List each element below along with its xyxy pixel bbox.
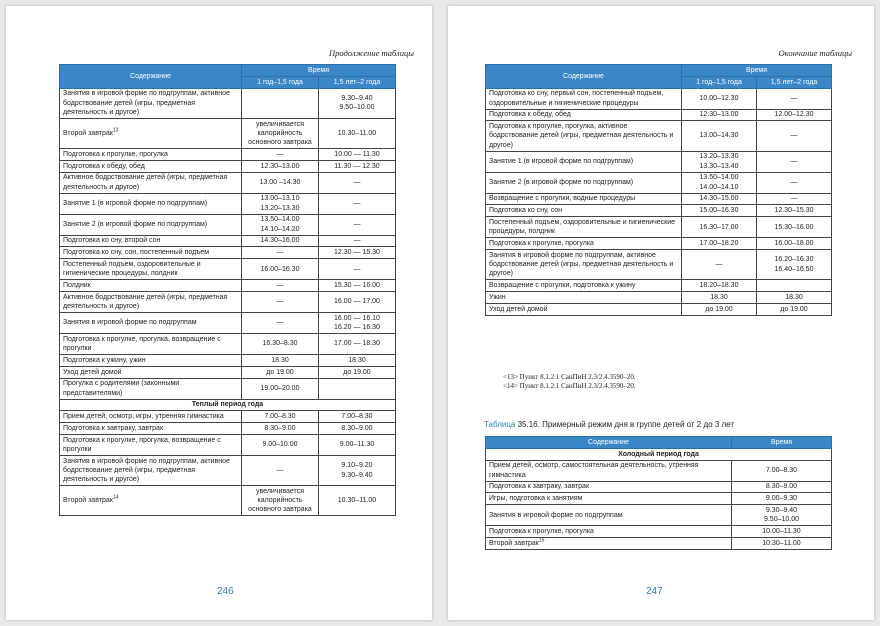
row-label-text: Уход детей домой <box>489 305 548 313</box>
table-row <box>60 411 396 423</box>
row-label <box>60 333 242 354</box>
time-age-1: 16.30–17.00 <box>682 217 757 238</box>
row-label-text: Подготовка к обеду, обед <box>63 162 145 170</box>
row-label <box>486 172 682 193</box>
table-row <box>60 118 396 148</box>
row-label-text: Прогулка с родителями (законными представителями) <box>63 380 180 397</box>
table-row <box>60 172 396 193</box>
time-age-1: 13.00–13.10 13.20–13.30 <box>242 193 319 214</box>
row-label <box>60 280 242 292</box>
table-row <box>486 280 832 292</box>
time-age-2: 10.30–11.00 <box>319 118 396 148</box>
row-label <box>60 486 242 516</box>
table-row <box>486 460 832 481</box>
time-age-2: 15.30 — 16.00 <box>319 280 396 292</box>
table-row <box>60 291 396 312</box>
row-label <box>486 121 682 151</box>
time-value: 8.30–9.00 <box>732 481 832 493</box>
footnote-14: <14> Пункт 8.1.2.1 СанПиН 2.3/2.4.3590–20. <box>503 382 636 390</box>
right-page <box>448 6 874 620</box>
row-label-text: Активное бодрствование детей (игры, предметная деятельность и другое) <box>63 174 228 191</box>
row-label-text: Подготовка к прогулке, прогулка <box>489 239 594 247</box>
time-age-2: — <box>319 193 396 214</box>
table-row <box>60 160 396 172</box>
row-label <box>60 88 242 118</box>
table-row <box>486 537 832 549</box>
row-label-text: Занятия в игровой форме по подгруппам, активное бодрствование детей (игры, предметная деятельность и другое) <box>63 90 230 116</box>
table-row <box>486 217 832 238</box>
row-label-text: Возвращение с прогулки, водные процедуры <box>489 195 636 203</box>
table-row <box>486 303 832 315</box>
time-age-1: — <box>242 280 319 292</box>
time-age-2: 12.30–15.30 <box>757 205 832 217</box>
row-label <box>60 235 242 247</box>
row-label <box>60 193 242 214</box>
schedule-table-right <box>485 64 832 316</box>
row-label <box>60 378 242 399</box>
row-label-text: Подготовка ко сну, второй сон <box>63 237 161 245</box>
row-label <box>486 537 732 549</box>
row-label <box>486 291 682 303</box>
table-row <box>60 247 396 259</box>
table-row <box>60 486 396 516</box>
time-age-2: — <box>319 172 396 193</box>
time-age-2: 17.00 — 18.30 <box>319 333 396 354</box>
row-label-text: Второй завтрак <box>63 497 113 505</box>
row-label-text: Возвращение с прогулки, подготовка к ужину <box>489 281 636 289</box>
row-label <box>60 291 242 312</box>
header-age-2: 1,5 лет–2 года <box>319 76 396 88</box>
table-row <box>60 455 396 485</box>
time-age-1: 15.00–16.30 <box>682 205 757 217</box>
row-label-text: Прием детей, осмотр, игры, утренняя гимнастика <box>63 413 224 421</box>
row-label-text: Подготовка к прогулке, прогулка, возвращение с прогулки <box>63 335 221 352</box>
row-label <box>60 411 242 423</box>
time-age-1: 19.00–20.00 <box>242 378 319 399</box>
time-age-2: до 19.00 <box>757 303 832 315</box>
row-label <box>486 303 682 315</box>
table-row <box>486 291 832 303</box>
left-page <box>6 6 432 620</box>
time-age-1: 16.30–8.30 <box>242 333 319 354</box>
header-content: Содержание <box>486 437 732 449</box>
time-age-1: 8.30–9.00 <box>242 423 319 435</box>
row-label <box>486 88 682 109</box>
row-label <box>60 366 242 378</box>
footnote-ref: 13 <box>112 127 119 134</box>
time-age-2: 7.00–8.30 <box>319 411 396 423</box>
header-age-1: 1 год–1,5 года <box>682 76 757 88</box>
time-age-2: 10.00 — 11.30 <box>319 149 396 161</box>
time-age-1: до 19.00 <box>242 366 319 378</box>
time-age-2: — <box>319 235 396 247</box>
row-label <box>486 280 682 292</box>
time-age-1: 16.00–16.30 <box>242 259 319 280</box>
row-label-text: Подготовка ко сну, сон <box>489 207 563 215</box>
time-age-2: 18.30 <box>319 354 396 366</box>
row-label-text: Занятие 2 (в игровой форме по подгруппам) <box>489 178 634 186</box>
row-label-text: Занятия в игровой форме по подгруппам <box>63 319 197 327</box>
time-age-2: 16.00–18.00 <box>757 238 832 250</box>
time-age-1: 12.30–13.00 <box>682 109 757 121</box>
time-value: 7.00–8.30 <box>732 460 832 481</box>
row-label <box>60 423 242 435</box>
table-row <box>60 354 396 366</box>
footnote-ref: 15 <box>538 537 545 544</box>
table-row <box>60 312 396 333</box>
row-label <box>60 149 242 161</box>
table-row <box>486 151 832 172</box>
row-label-text: Занятия в игровой форме по подгруппам <box>489 511 623 519</box>
row-label <box>486 193 682 205</box>
time-age-2: — <box>757 88 832 109</box>
time-age-2: 9.30–9.40 9.50–10.00 <box>319 88 396 118</box>
time-age-2: 9.00–11.30 <box>319 434 396 455</box>
row-label-text: Подготовка к прогулке, прогулка, активное бодрствование детей (игры, предметная деятельность и другое) <box>489 123 674 149</box>
time-age-1: 18.30 <box>682 291 757 303</box>
time-age-2: до 19.00 <box>319 366 396 378</box>
time-age-2: — <box>757 151 832 172</box>
row-label-text: Подготовка к прогулке, прогулка <box>63 150 168 158</box>
row-label-text: Постепенный подъем, оздоровительные и гигиенические процедуры, полдник <box>489 218 676 236</box>
row-label-text: Второй завтрак <box>489 539 539 547</box>
time-age-1: 13.50–14.00 14.10–14.20 <box>242 214 319 235</box>
row-label-text: Прием детей, осмотр, самостоятельная деятельность, утренняя гимнастика <box>489 462 699 479</box>
time-age-1: 14.30–16.00 <box>242 235 319 247</box>
time-age-1: — <box>242 455 319 485</box>
row-label-text: Полдник <box>63 281 91 289</box>
row-label-text: Игры, подготовка к занятиям <box>489 495 583 503</box>
table-row <box>486 526 832 538</box>
time-age-1: 10.00–12.30 <box>682 88 757 109</box>
time-age-2 <box>319 378 396 399</box>
footnotes <box>503 373 636 391</box>
table-row <box>486 505 832 526</box>
time-age-1: — <box>242 247 319 259</box>
time-age-1: 9.00–10.00 <box>242 434 319 455</box>
row-label <box>486 505 732 526</box>
row-label-text: Уход детей домой <box>63 368 122 376</box>
row-label-text: Занятия в игровой форме по подгруппам, активное бодрствование детей (игры, предметная деятельность и другое) <box>489 251 674 278</box>
row-label <box>486 205 682 217</box>
time-age-2: 10.30–11.00 <box>319 486 396 516</box>
time-age-1: — <box>242 312 319 333</box>
time-age-1: увеличивается калорийность основного завтрака <box>242 118 319 148</box>
table-row <box>60 333 396 354</box>
row-label <box>60 160 242 172</box>
table-row <box>486 481 832 493</box>
time-age-2: 12.30 — 15.30 <box>319 247 396 259</box>
footnote-ref: 14 <box>112 494 119 501</box>
row-label <box>60 354 242 366</box>
row-label-text: Постепенный подъем, оздоровительные и гигиенические процедуры, полдник <box>63 260 201 278</box>
row-label <box>60 214 242 235</box>
row-label-text: Подготовка к обеду, обед <box>489 111 571 119</box>
table-row <box>60 193 396 214</box>
row-label-text: Подготовка ко сну, сон, постепенный подъем <box>63 249 210 257</box>
time-age-2: 16.00 — 16.10 16.20 — 16.30 <box>319 312 396 333</box>
header-time: Время <box>682 65 832 77</box>
table-row <box>60 280 396 292</box>
time-age-1: — <box>242 291 319 312</box>
time-age-2: 15.30–16.00 <box>757 217 832 238</box>
time-value: 9.30–9.40 9.50–10.00 <box>732 505 832 526</box>
section-row <box>60 399 396 411</box>
section-title: Теплый период года <box>60 399 396 411</box>
schedule-table-2-3-years <box>485 436 832 550</box>
time-value: 10.00–11.30 <box>732 526 832 538</box>
header-age-1: 1 год–1,5 года <box>242 76 319 88</box>
time-value: 10.30–11.00 <box>732 537 832 549</box>
table-row <box>60 88 396 118</box>
time-age-2: 18.30 <box>757 291 832 303</box>
time-age-1: 13.00–14.30 <box>682 121 757 151</box>
time-age-1: 17.00–18.20 <box>682 238 757 250</box>
table-row <box>60 366 396 378</box>
section-row <box>486 448 832 460</box>
continued-label: Окончание таблицы <box>778 48 852 58</box>
row-label <box>60 312 242 333</box>
row-label-text: Занятие 1 (в игровой форме по подгруппам) <box>489 157 634 165</box>
table-row <box>486 205 832 217</box>
time-age-2: 9.10–9.20 9.30–9.40 <box>319 455 396 485</box>
row-label <box>486 151 682 172</box>
caption-text: 35.16. Примерный режим дня в группе детей от 2 до 3 лет <box>517 420 735 429</box>
time-age-2: 8.30–9.00 <box>319 423 396 435</box>
time-age-2: — <box>757 121 832 151</box>
table-row <box>60 434 396 455</box>
row-label-text: Занятие 2 (в игровой форме по подгруппам) <box>63 220 208 228</box>
row-label-text: Подготовка к завтраку, завтрак <box>63 424 164 432</box>
row-label <box>486 493 732 505</box>
time-age-1: 7.00–8.30 <box>242 411 319 423</box>
header-age-2: 1,5 лет–2 года <box>757 76 832 88</box>
header-content: Содержание <box>60 65 242 89</box>
table-caption <box>484 420 734 429</box>
row-label <box>486 481 732 493</box>
time-age-2: — <box>757 193 832 205</box>
row-label <box>486 460 732 481</box>
section-title: Холодный период года <box>486 448 832 460</box>
row-label-text: Подготовка к завтраку, завтрак <box>489 483 590 491</box>
table-row <box>486 88 832 109</box>
table-row <box>486 121 832 151</box>
row-label <box>486 109 682 121</box>
row-label <box>60 434 242 455</box>
header-time: Время <box>242 65 396 77</box>
footnote-13: <13> Пункт 8.1.2.1 СанПиН 2.3/2.4.3590–20. <box>503 373 636 381</box>
table-row <box>60 214 396 235</box>
table-row <box>486 109 832 121</box>
time-age-1: 13.20–13.30 13.30–13.40 <box>682 151 757 172</box>
row-label <box>60 118 242 148</box>
row-label-text: Второй завтрак <box>63 129 113 137</box>
time-age-1: до 19.00 <box>682 303 757 315</box>
caption-label: Таблица <box>484 420 516 429</box>
row-label <box>486 238 682 250</box>
time-age-1: 18.20–18.30 <box>682 280 757 292</box>
row-label-text: Занятия в игровой форме по подгруппам, активное бодрствование детей (игры, предметная деятельность и другое) <box>63 457 230 484</box>
schedule-table-left <box>59 64 396 516</box>
row-label <box>60 172 242 193</box>
time-age-1: 14.30–15.00 <box>682 193 757 205</box>
row-label <box>486 249 682 279</box>
table-row <box>60 149 396 161</box>
time-age-2: 16.20–16.30 16.40–16.50 <box>757 249 832 279</box>
table-row <box>60 378 396 399</box>
time-age-1: 12.30–13.00 <box>242 160 319 172</box>
time-age-1: — <box>242 149 319 161</box>
time-age-2: — <box>319 214 396 235</box>
table-row <box>60 259 396 280</box>
table-row <box>60 235 396 247</box>
header-content: Содержание <box>486 65 682 89</box>
page-number: 246 <box>217 586 234 597</box>
time-age-1: 18.30 <box>242 354 319 366</box>
time-age-2: — <box>319 259 396 280</box>
row-label-text: Подготовка к ужину, ужин <box>63 356 146 364</box>
row-label-text: Активное бодрствование детей (игры, предметная деятельность и другое) <box>63 293 228 310</box>
time-age-2: 12.00–12.30 <box>757 109 832 121</box>
page-number: 247 <box>646 586 663 597</box>
time-age-1: — <box>682 249 757 279</box>
row-label-text: Подготовка к прогулке, прогулка, возвращение с прогулки <box>63 436 221 453</box>
table-row <box>486 172 832 193</box>
time-age-2 <box>757 280 832 292</box>
table-row <box>60 423 396 435</box>
time-age-1: увеличивается калорийность основного завтрака <box>242 486 319 516</box>
time-age-2: 16.00 — 17.00 <box>319 291 396 312</box>
row-label <box>486 217 682 238</box>
time-age-1: 13.00 –14.30 <box>242 172 319 193</box>
header-time: Время <box>732 437 832 449</box>
table-row <box>486 238 832 250</box>
table-row <box>486 193 832 205</box>
row-label-text: Подготовка к прогулке, прогулка <box>489 527 594 535</box>
time-age-2: 11.30 — 12.30 <box>319 160 396 172</box>
row-label <box>60 247 242 259</box>
row-label <box>60 455 242 485</box>
row-label-text: Ужин <box>489 293 506 301</box>
row-label <box>486 526 732 538</box>
row-label-text: Подготовка ко сну, первый сон, постепенный подъем, оздоровительные и гигиенические процедуры <box>489 90 664 107</box>
time-age-1 <box>242 88 319 118</box>
table-row <box>486 493 832 505</box>
time-value: 9.00–9.30 <box>732 493 832 505</box>
row-label-text: Занятие 1 (в игровой форме по подгруппам) <box>63 199 208 207</box>
continued-label: Продолжение таблицы <box>328 48 414 58</box>
table-row <box>486 249 832 279</box>
row-label <box>60 259 242 280</box>
time-age-2: — <box>757 172 832 193</box>
time-age-1: 13.50–14.00 14.00–14.10 <box>682 172 757 193</box>
